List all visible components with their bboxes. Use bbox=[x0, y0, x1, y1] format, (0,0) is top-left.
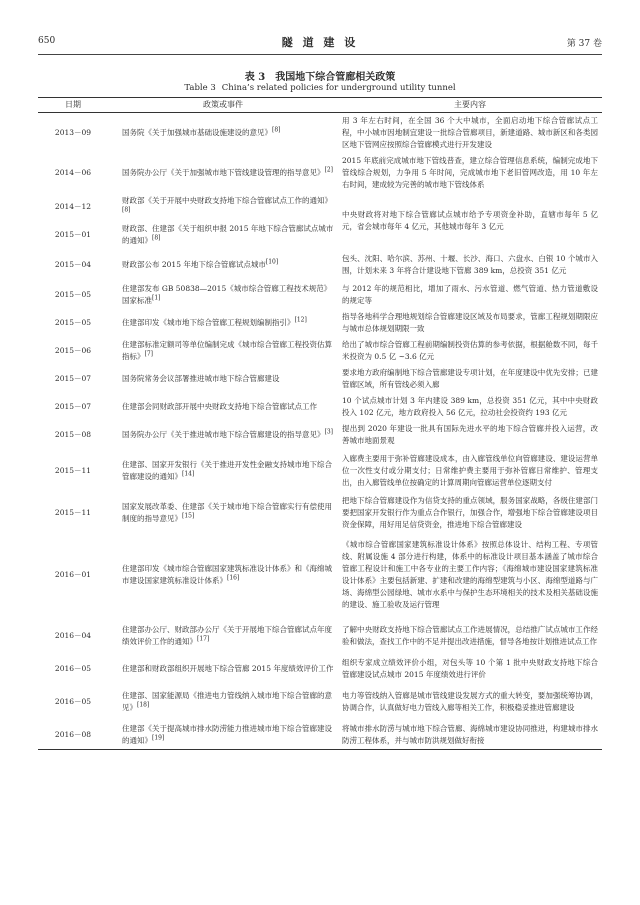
policy-name: 住建部标准定额司等单位编制完成《城市综合管廊工程投资估算指标》 bbox=[122, 340, 332, 361]
table-row bbox=[38, 421, 602, 449]
table-caption-cn bbox=[0, 68, 640, 83]
cell-content: 电力等管线纳入管廊是城市管线建设发展方式的重大转变，要加强统筹协调，协调合作，认真做好电力管线入廊等相关工作，积极稳妥推进管廊建设 bbox=[342, 691, 598, 712]
cell-date: 2013－09 bbox=[54, 128, 92, 137]
table-number-en: Table 3 bbox=[184, 83, 216, 93]
cell-date: 2016－05 bbox=[54, 664, 92, 673]
cell-policy bbox=[108, 249, 338, 281]
cell-date: 2015－05 bbox=[54, 290, 92, 299]
table-row bbox=[38, 533, 602, 617]
table-row bbox=[38, 655, 602, 683]
policy-name: 财政部、住建部《关于组织申报 2015 年地下综合管廊试点城市的通知》 bbox=[122, 224, 334, 245]
policy-table bbox=[38, 97, 602, 750]
cell-date: 2015－08 bbox=[54, 430, 92, 439]
cell-policy bbox=[108, 153, 338, 193]
cell-policy bbox=[108, 309, 338, 337]
reference-marker: [7] bbox=[144, 350, 153, 358]
cell-policy bbox=[108, 365, 338, 393]
cell-content: 给出了城市综合管廊工程前期编制投资估算的参考依据，根据舱数不同，每千米投资为 0.5 亿 ~3.6 亿元 bbox=[342, 340, 598, 361]
cell-date: 2015－07 bbox=[54, 374, 92, 383]
reference-marker: [12] bbox=[294, 316, 307, 324]
table-caption-en bbox=[0, 83, 640, 93]
cell-policy bbox=[108, 617, 338, 655]
cell-policy bbox=[108, 449, 338, 493]
policy-name: 财政部公布 2015 年地下综合管廊试点城市 bbox=[122, 260, 266, 269]
table-number-cn: 表 3 bbox=[244, 72, 266, 83]
reference-marker: [10] bbox=[265, 258, 279, 266]
cell-content: 要求地方政府编制地下综合管廊建设专项计划，在年度建设中优先安排；已建管廊区域，所有管线必须入廊 bbox=[342, 368, 598, 389]
cell-policy bbox=[108, 393, 338, 421]
reference-marker: [18] bbox=[137, 701, 150, 709]
cell-policy bbox=[108, 721, 338, 750]
cell-content: 指导各地科学合理地规划综合管廊建设区域及布局要求，管廊工程规划期限应与城市总体规划期限一致 bbox=[342, 312, 598, 333]
cell-date: 2016－04 bbox=[54, 631, 92, 640]
policy-name: 住建部发布 GB 50838—2015《城市综合管廊工程技术规范》国家标准 bbox=[122, 284, 332, 305]
cell-content: 把地下综合管廊建设作为信贷支持的重点领域，服务国家战略，各级住建部门要把国家开发银行作为重点合作银行，加强合作，增强地下综合管廊建设项目资金保障，用好用足信贷资金，推进地下综合管廊建设 bbox=[342, 496, 598, 529]
table-title-en: China’s related policies for underground utility tunnel bbox=[221, 83, 456, 93]
table-row bbox=[38, 721, 602, 750]
cell-content: 10 个试点城市计划 3 年内建设 389 km，总投资 351 亿元，其中中央财政投入 102 亿元，地方政府投入 56 亿元，拉动社会投资约 193 亿元 bbox=[342, 396, 598, 417]
reference-marker: [14] bbox=[182, 470, 195, 478]
cell-policy bbox=[108, 493, 338, 533]
table-row bbox=[38, 249, 602, 281]
table-row bbox=[38, 493, 602, 533]
cell-content: 与 2012 年的规范相比，增加了雨水、污水管道、燃气管道、热力管道敷设的规定等 bbox=[342, 284, 598, 305]
reference-marker: [3] bbox=[324, 428, 333, 436]
cell-policy bbox=[108, 337, 338, 365]
reference-marker: [1] bbox=[152, 294, 161, 302]
cell-policy bbox=[108, 221, 338, 249]
cell-policy bbox=[108, 421, 338, 449]
reference-marker: [8] bbox=[122, 206, 131, 214]
table-row bbox=[38, 683, 602, 721]
policy-name: 住建部会同财政部开展中央财政支持地下综合管廊试点工作 bbox=[122, 402, 317, 411]
reference-marker: [19] bbox=[152, 734, 165, 742]
policy-name: 财政部《关于开展中央财政支持地下综合管廊试点工作的通知》 bbox=[122, 196, 332, 205]
policy-name: 国务院《关于加强城市基础设施建设的意见》 bbox=[122, 128, 272, 137]
policy-name: 国务院办公厅《关于推进城市地下综合管廊建设的指导意见》 bbox=[122, 430, 325, 439]
reference-marker: [16] bbox=[227, 574, 240, 582]
cell-content: 入廊费主要用于弥补管廊建设成本，由入廊管线单位向管廊建设、建设运营单位一次性支付或分期支付；日常维护费主要用于弥补管廊日常维护、管理支出，由入廊管线单位按确定的计算周期向管廊运营单位逐期支付 bbox=[342, 454, 598, 487]
cell-content: 中央财政将对地下综合管廊试点城市给予专项资金补助，直辖市每年 5 亿元，省会城市每年 4 亿元，其他城市每年 3 亿元 bbox=[342, 210, 598, 231]
volume-label: 第 37 卷 bbox=[566, 39, 602, 49]
table-row bbox=[38, 113, 602, 154]
policy-name: 国家发展改革委、住建部《关于城市地下综合管廊实行有偿使用制度的指导意见》 bbox=[122, 502, 332, 523]
cell-policy bbox=[108, 281, 338, 309]
table-row bbox=[38, 617, 602, 655]
table-title-cn: 我国地下综合管廊相关政策 bbox=[275, 72, 396, 83]
cell-content: 将城市排水防涝与城市地下综合管廊、海绵城市建设协同推进，构建城市排水防涝工程体系，并与城市防洪规划做好衔接 bbox=[338, 721, 602, 750]
cell-date: 2015－01 bbox=[54, 230, 92, 239]
cell-date: 2016－01 bbox=[54, 570, 92, 579]
table-header-row bbox=[38, 98, 602, 113]
cell-policy bbox=[108, 533, 338, 617]
policy-name: 住建部、国家开发银行《关于推进开发性金融支持城市地下综合管廊建设的通知》 bbox=[122, 460, 332, 481]
cell-date: 2016－08 bbox=[38, 721, 108, 750]
cell-date: 2015－11 bbox=[54, 466, 92, 475]
cell-content: 用 3 年左右时间，在全国 36 个大中城市，全面启动地下综合管廊试点工程，中小城市因地制宜建设一批综合管廊项目，新建道路、城市新区和各类园区地下管网应按照综合管廊模式进行开发建设 bbox=[342, 116, 598, 149]
table-row bbox=[38, 337, 602, 365]
cell-content: 2015 年底前完成城市地下管线普查，建立综合管理信息系统，编制完成地下管线综合规划，力争用 5 年时间，完成城市地下老旧管网改造，用 10 年左右时间，建成较为完善的城市地下管线体系 bbox=[342, 156, 598, 189]
page-number: 650 bbox=[38, 36, 56, 46]
policy-name: 住建部印发《城市综合管廊国家建筑标准设计体系》和《海绵城市建设国家建筑标准设计体系》 bbox=[122, 564, 332, 585]
table-row bbox=[38, 365, 602, 393]
cell-policy bbox=[108, 113, 338, 154]
reference-marker: [8] bbox=[152, 234, 161, 242]
cell-date: 2015－05 bbox=[54, 318, 92, 327]
column-header-date: 日期 bbox=[38, 98, 108, 113]
table-row bbox=[38, 193, 602, 221]
reference-marker: [2] bbox=[324, 166, 333, 174]
table-row bbox=[38, 393, 602, 421]
running-header bbox=[38, 36, 602, 55]
policy-name: 住建部印发《城市地下综合管廊工程规划编制指引》 bbox=[122, 318, 295, 327]
cell-policy bbox=[108, 193, 338, 221]
reference-marker: [17] bbox=[197, 635, 210, 643]
table-row bbox=[38, 281, 602, 309]
cell-date: 2015－04 bbox=[54, 260, 92, 269]
reference-marker: [8] bbox=[272, 126, 281, 134]
cell-content: 提出到 2020 年建设一批具有国际先进水平的地下综合管廊并投入运营，改善城市地面景观 bbox=[342, 424, 598, 445]
column-header-content: 主要内容 bbox=[338, 98, 602, 113]
cell-content: 了解中央财政支持地下综合管廊试点工作进展情况，总结推广试点城市工作经验和做法，查找工作中的不足并提出改进措施，督导各地按计划推进试点工作 bbox=[342, 625, 598, 646]
cell-content: 组织专家成立绩效评价小组，对包头等 10 个第 1 批中央财政支持地下综合管廊建设试点城市 2015 年度绩效进行评价 bbox=[342, 658, 598, 679]
cell-date: 2014－12 bbox=[54, 202, 92, 211]
cell-date: 2015－11 bbox=[54, 508, 92, 517]
policy-name: 住建部、国家能源局《推进电力管线纳入城市地下综合管廊的意见》 bbox=[122, 691, 332, 712]
cell-date: 2016－05 bbox=[54, 697, 92, 706]
cell-date: 2015－07 bbox=[54, 402, 92, 411]
cell-date: 2015－06 bbox=[54, 346, 92, 355]
policy-name: 住建部《关于提高城市排水防涝能力推进城市地下综合管廊建设的通知》 bbox=[122, 724, 332, 745]
reference-marker: [15] bbox=[182, 512, 195, 520]
journal-name: 隧 道 建 设 bbox=[281, 36, 359, 49]
cell-date: 2014－06 bbox=[54, 168, 92, 177]
policy-name: 国务院常务会议部署推进城市地下综合管廊建设 bbox=[122, 374, 280, 383]
cell-content: 《城市综合管廊国家建筑标准设计体系》按照总体设计、结构工程、专项管线、附属设施 4 部分进行构建，体系中的标准设计项目基本涵盖了城市综合管廊工程设计和施工中各专业的主要工作内容；《海绵城市建设国家建筑标准设计体系》主要包括新建、扩建和改建的海绵型建筑与小区、海绵型道路与广场、海绵型公园绿地、城市水系中与保护生态环境相关的技术及相关基础设施的建设、施工验收及运行管理 bbox=[342, 540, 598, 609]
cell-policy bbox=[108, 683, 338, 721]
table-row bbox=[38, 309, 602, 337]
column-header-policy: 政策或事件 bbox=[108, 98, 338, 113]
policy-name: 国务院办公厅《关于加强城市地下管线建设管理的指导意见》 bbox=[122, 168, 325, 177]
policy-name: 住建部和财政部组织开展地下综合管廊 2015 年度绩效评价工作 bbox=[122, 664, 334, 673]
cell-content: 包头、沈阳、哈尔滨、苏州、十堰、长沙、海口、六盘水、白银 10 个城市入围，计划未来 3 年将合计建设地下管廊 389 km，总投资 351 亿元 bbox=[342, 254, 598, 275]
cell-policy bbox=[108, 655, 338, 683]
policy-name: 住建部办公厅、财政部办公厅《关于开展地下综合管廊试点年度绩效评价工作的通知》 bbox=[122, 625, 332, 646]
table-row bbox=[38, 449, 602, 493]
table-row bbox=[38, 153, 602, 193]
